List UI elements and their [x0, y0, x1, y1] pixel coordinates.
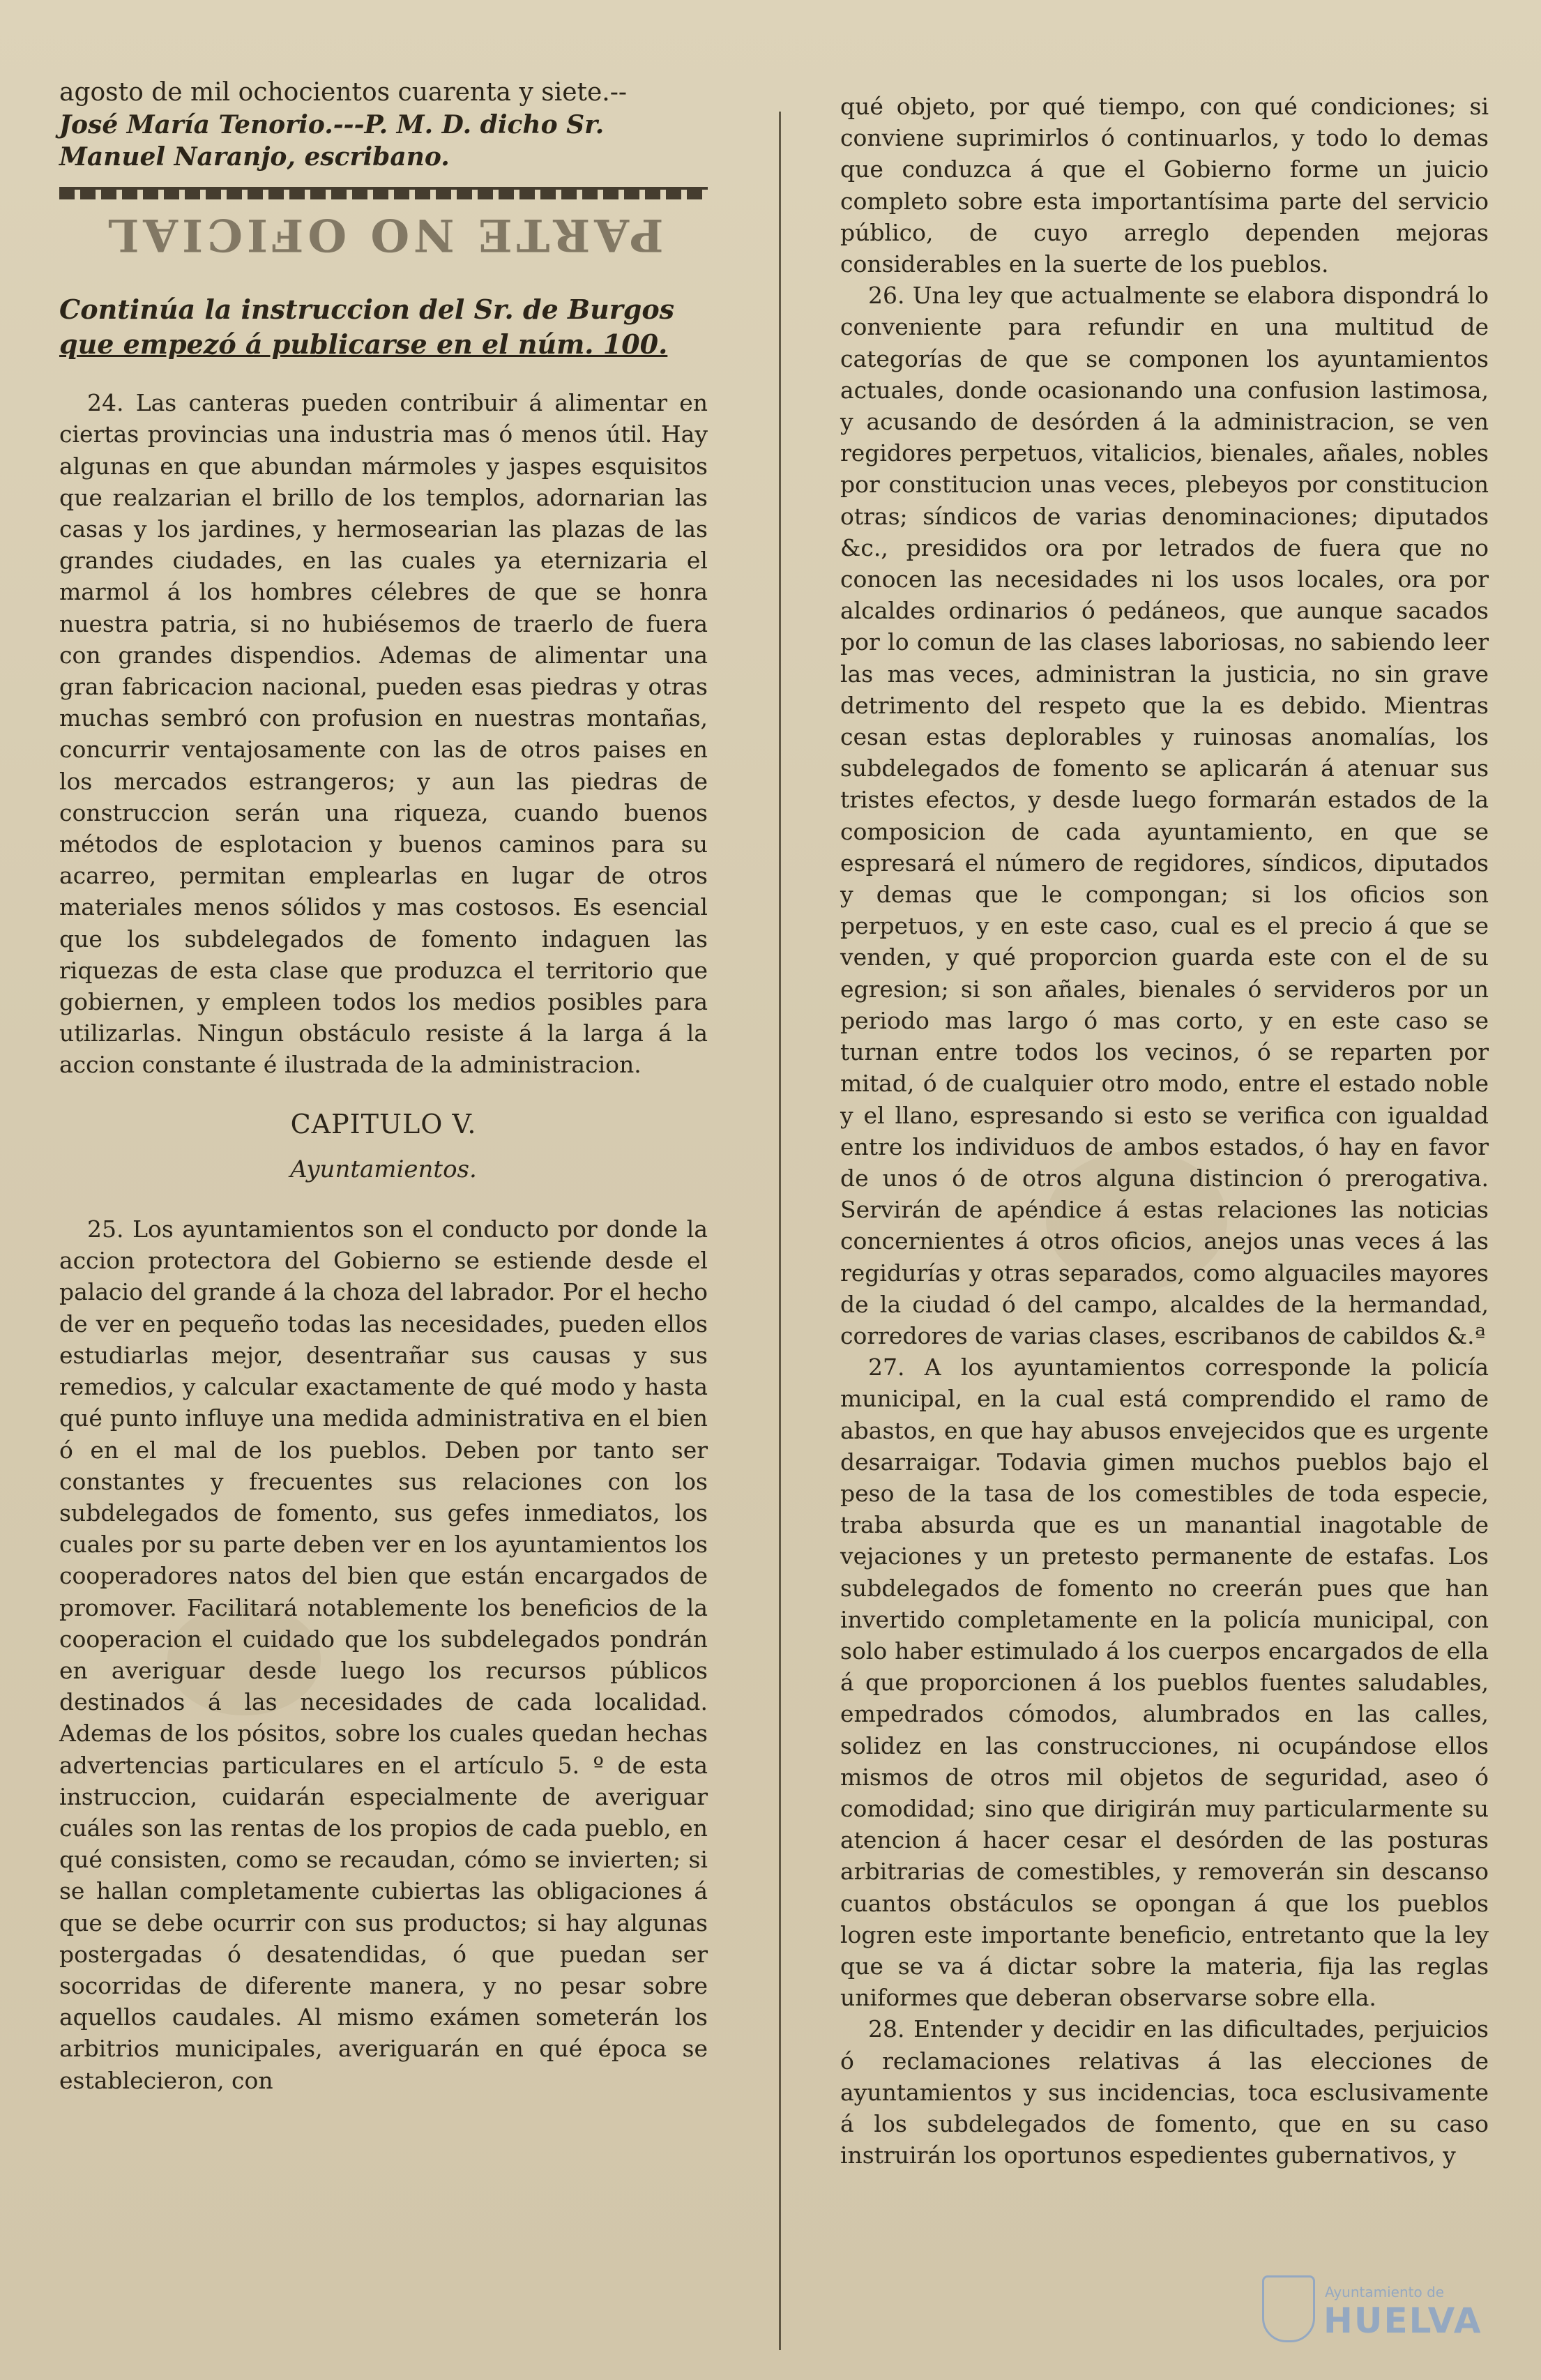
paragraph-28: 28. Entender y decidir en las dificultades, perjuicios ó reclamaciones relativas á las elecciones de ayuntamientos y sus incidencias, toca esclusivamente á los subdelegados de fomento, que en su caso instruirán los oportunos espedientes gubernativos, y [840, 2015, 1489, 2169]
opening-line: Manuel Naranjo, escribano. [59, 142, 450, 172]
coat-of-arms-icon [1262, 2275, 1315, 2342]
ornamental-rule [59, 187, 708, 199]
watermark-line1: Ayuntamiento de [1325, 2284, 1445, 2301]
column-divider [779, 112, 781, 2350]
opening-line: agosto de mil ochocientos cuarenta y siete.-- [59, 78, 628, 107]
left-column [59, 77, 708, 2096]
closing-signature [59, 77, 708, 173]
paragraph-24: 24. Las canteras pueden contribuir á alimentar en ciertas provincias una industria mas ó menos útil. Hay algunas en que abundan mármoles y jaspes esquisitos que realzarian el brillo de los templos, adornarian las casas y los jardines, y hermosearian las plazas de las grandes ciudades, en las cuales ya eternizaria el marmol á los hombres célebres de que se honra nuestra patria, si no hubiésemos de traerlo de fuera con grandes dispendios. Ademas de alimentar una gran fabricacion nacional, pueden esas piedras y otras muchas sembró con profusion en nuestras montañas, concurrir ventajosamente con las de otros paises en los mercados estrangeros; y aun las piedras de construccion serán una riqueza, cuando buenos métodos de esplotacion y buenos caminos para su acarreo, permitan emplearlas en lugar de otros materiales menos sólidos y mas costosos. Es esencial que los subdelegados de fomento indaguen las riquezas de esta clase que produzca el territorio que gobiernen, y empleen todos los medios posibles para utilizarlas. Ningun obstáculo resiste á la larga á la accion constante é ilustrada de la administracion. [59, 389, 708, 1079]
opening-line: José María Tenorio.---P. M. D. dicho Sr. [59, 110, 605, 139]
paragraph-27: 27. A los ayuntamientos corresponde la policía municipal, en la cual está comprendido el ramo de abastos, en que hay abusos envejecidos que es urgente desarraigar. Todavia gimen muchos pueblos bajo el peso de la tasa de los comestibles de toda especie, traba absurda que es un manantial inagotable de vejaciones y un pretesto permanente de estafas. Los subdelegados de fomento no creerán pues que han invertido completamente en la policía municipal, con solo haber estimulado á los cuerpos encargados de ella á que proporcionen á los pueblos fuentes saludables, empedrados cómodos, alumbrados en las calles, solidez en las construcciones, ni ocupándose ellos mismos de otros mil objetos de seguridad, aseo ó comodidad; sino que dirigirán muy particularmente su atencion á hacer cesar el desórden de las posturas arbitrarias de comestibles, y removerán sin descanso cuantos obstáculos se opongan á que los pueblos logren este importante beneficio, entretanto que la ley que se va á dictar sobre la materia, fija las reglas uniformes que deberan observarse sobre ella. [840, 1354, 1489, 2012]
section-title [59, 292, 708, 362]
archive-watermark [1262, 2268, 1492, 2352]
paragraph-25: 25. Los ayuntamientos son el conducto por donde la accion protectora del Gobierno se estiende desde el palacio del grande á la choza del labrador. Por el hecho de ver en pequeño todas las necesidades, pueden ellos estudiarlas mejor, desentrañar sus causas y sus remedios, y calcular exactamente de qué modo y hasta qué punto influye una medida administrativa en el bien ó en el mal de los pueblos. Deben por tanto ser constantes y frecuentes sus relaciones con los subdelegados de fomento, sus gefes inmediatos, los cuales por su parte deben ver en los ayuntamientos los cooperadores natos del bien que están encargados de promover. Facilitará notablemente los beneficios de la cooperacion el cuidado que los subdelegados pondrán en averiguar desde luego los recursos públicos destinados á las necesidades de cada localidad. Ademas de los pósitos, sobre los cuales quedan hechas advertencias particulares en el artículo 5. º de esta instruccion, cuidarán especialmente de averiguar cuáles son las rentas de los propios de cada pueblo, en qué consisten, como se recaudan, cómo se invierten; si se hallan completamente cubiertas las obligaciones á que se debe ocurrir con sus productos; si hay algunas postergadas ó desatendidas, ó que puedan ser socorridas de diferente manera, y no pesar sobre aquellos caudales. Al mismo exámen someterán los arbitrios municipales, averiguarán en qué época se establecieron, con [59, 1215, 708, 2094]
section-title-line: Continúa la instruccion del Sr. de Burgos [59, 294, 675, 326]
chapter-subtitle: Ayuntamientos. [290, 1155, 477, 1183]
chapter-heading: CAPITULO V. [290, 1108, 477, 1139]
paragraph-25-continued: qué objeto, por qué tiempo, con qué condiciones; si conviene suprimirlos ó continuarlos, y todo lo demas que conduzca á que el Gobierno forme un juicio completo sobre esta importantísima parte del servicio público, de cuyo arreglo dependen mejoras considerables en la suerte de los pueblos. [840, 93, 1489, 278]
right-column [840, 91, 1489, 2171]
watermark-line2: HUELVA [1323, 2301, 1482, 2341]
section-title-line: que empezó á publicarse en el núm. 100. [59, 328, 668, 361]
section-banner: PARTE NO OFICIAL [103, 209, 664, 262]
paragraph-26: 26. Una ley que actualmente se elabora dispondrá lo conveniente para refundir en una multitud de categorías de que se componen los ayuntamientos actuales, donde ocasionando una confusion lastimosa, y acusando de desórden á la administracion, se ven regidores perpetuos, vitalicios, bienales, añales, nobles por constitucion unas veces, plebeyos por constitucion otras; síndicos de varias denominaciones; diputados &c., presididos ora por letrados de fuera que no conocen las necesidades ni los usos locales, ora por alcaldes ordinarios ó pedáneos, que aunque sacados por lo comun de las clases laboriosas, no sabiendo leer las mas veces, administran la justicia, no sin grave detrimento del respeto que la es debido. Mientras cesan estas deplorables y ruinosas anomalías, los subdelegados de fomento se aplicarán á atenuar sus tristes efectos, y desde luego formarán estados de la composicion de cada ayuntamiento, en que se espresará el número de regidores, síndicos, diputados y demas que le compongan; si los oficios son perpetuos, y en este caso, cual es el precio á que se venden, y qué proporcion guarda este con el de su egresion; si son añales, bienales ó servideros por un periodo mas largo ó mas corto, y en este caso se turnan entre todos los vecinos, ó se reparten por mitad, ó de cualquier otro modo, entre el estado noble y el llano, espresando si esto se verifica con igualdad entre los individuos de ambos estados, ó hay en favor de unos ó de otros alguna distincion ó prerogativa. Servirán de apéndice á estas relaciones las noticias concernientes á otros oficios, anejos unas veces á las regidurías y otras separados, como alguaciles mayores de la ciudad ó del campo, alcaldes de la hermandad, corredores de varias clases, escribanos de cabildos &.ª [840, 282, 1489, 1349]
